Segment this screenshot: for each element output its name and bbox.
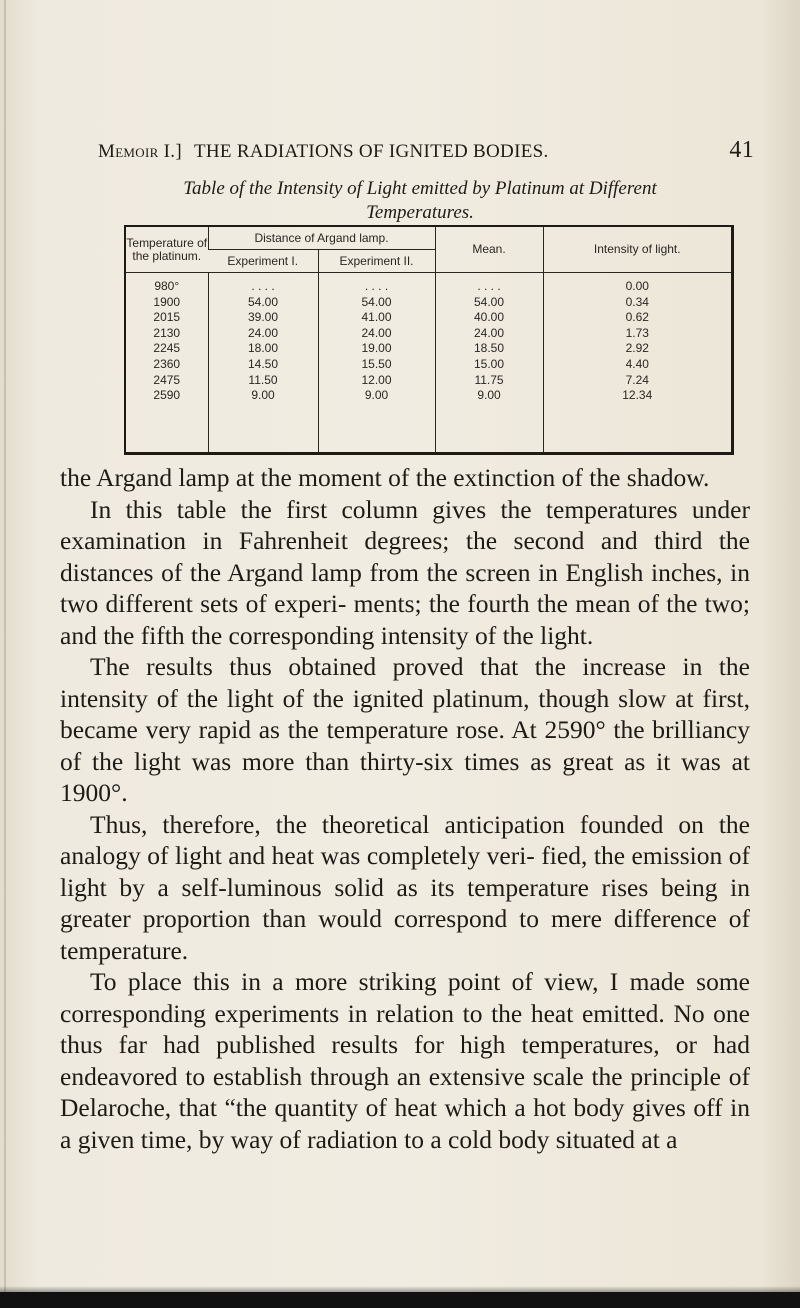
table-cell-mean-1: 54.00 bbox=[474, 294, 505, 309]
table-cell-experiment-2-0: . . . . bbox=[364, 279, 389, 293]
table-cell-experiment-1-7: 9.00 bbox=[251, 388, 275, 403]
table-cell-intensity-5: 4.40 bbox=[625, 356, 649, 371]
table-cell-mean-2: 40.00 bbox=[474, 310, 505, 325]
table-cell-experiment-1-3: 24.00 bbox=[247, 325, 279, 340]
table-cell-temperature-2: 2015 bbox=[153, 310, 181, 325]
scan-bottom-edge bbox=[0, 1292, 800, 1308]
table-cell-mean-7: 9.00 bbox=[477, 388, 501, 403]
header-experiment-1: Experiment I. bbox=[208, 250, 318, 273]
caption-line-1: Table of the Intensity of Light emitted by Platinum at Different bbox=[183, 178, 657, 199]
table-cell-temperature-6: 2475 bbox=[153, 372, 181, 387]
table-cell-experiment-2-2: 41.00 bbox=[361, 310, 392, 325]
header-intensity: Intensity of light. bbox=[543, 227, 731, 273]
header-mean: Mean. bbox=[435, 227, 543, 273]
table-cell-experiment-2-6: 12.00 bbox=[361, 372, 392, 387]
table-cell-experiment-1-0: . . . . bbox=[251, 279, 275, 293]
table-cell-experiment-1-4: 18.00 bbox=[247, 341, 279, 356]
table-cell-temperature-1: 1900 bbox=[153, 294, 181, 309]
page-edge bbox=[4, 0, 6, 1308]
table-cell-mean-0: . . . . bbox=[477, 279, 501, 293]
intensity-table bbox=[124, 225, 734, 455]
table-cell-mean-4: 18.50 bbox=[474, 341, 505, 356]
table-cell-intensity-1: 0.34 bbox=[625, 294, 649, 309]
table-cell-experiment-2-4: 19.00 bbox=[361, 341, 392, 356]
table-cell-experiment-1-5: 14.50 bbox=[247, 356, 279, 371]
table-cell-temperature-4: 2245 bbox=[153, 341, 181, 356]
table-cell-mean-3: 24.00 bbox=[474, 325, 505, 340]
column-experiment-2 bbox=[318, 273, 435, 453]
running-head-title: THE RADIATIONS OF IGNITED BODIES. bbox=[194, 141, 549, 162]
table-cell-experiment-1-2: 39.00 bbox=[247, 310, 279, 325]
column-intensity bbox=[543, 273, 731, 453]
table-cell-mean-5: 15.00 bbox=[474, 356, 505, 371]
header-temperature: Temperature of the platinum. bbox=[126, 235, 208, 263]
running-head bbox=[98, 137, 754, 167]
table-cell-temperature-0: 980° bbox=[154, 279, 180, 293]
table-caption bbox=[100, 177, 740, 225]
paragraph-conclusion: Thus, therefore, the theoretical anticipation founded on the analogy of light and heat was completely veri- fied, the emission of light by a self-luminous solid as its temperature rises being in greater proportion than would correspond to mere difference of temperature. bbox=[60, 809, 750, 965]
table-cell-intensity-6: 7.24 bbox=[625, 372, 649, 387]
header-experiment-2: Experiment II. bbox=[318, 250, 435, 273]
table-cell-intensity-3: 1.73 bbox=[625, 325, 649, 340]
caption-line-2: Temperatures. bbox=[366, 202, 474, 223]
table-cell-experiment-1-1: 54.00 bbox=[247, 294, 279, 309]
paragraph-heat-experiments: To place this in a more striking point of view, I made some corresponding experiments in relation to the heat emitted. No one thus far had published results for high temperatures, or had endeavored to establish through an extensive scale the principle of Delaroche, that “the quantity of heat which a hot body gives off in a given time, by way of radiation to a cold body situated at a bbox=[60, 967, 750, 1154]
table-cell-intensity-4: 2.92 bbox=[625, 341, 649, 356]
table-cell-experiment-2-5: 15.50 bbox=[361, 356, 392, 371]
paragraph-continuation: the Argand lamp at the moment of the extinction of the shadow. bbox=[60, 463, 710, 492]
table-cell-temperature-3: 2130 bbox=[153, 325, 181, 340]
table-cell-temperature-5: 2360 bbox=[153, 356, 181, 371]
table-cell-experiment-2-7: 9.00 bbox=[364, 388, 389, 403]
running-head-memoir: Memoir I.] bbox=[98, 141, 182, 162]
table-cell-intensity-0: 0.00 bbox=[625, 279, 649, 293]
intensity-table-grid bbox=[126, 227, 731, 452]
table-cell-mean-6: 11.75 bbox=[474, 372, 504, 387]
header-distance-group: Distance of Argand lamp. bbox=[208, 227, 435, 250]
table-cell-experiment-2-3: 24.00 bbox=[361, 325, 392, 340]
table-cell-intensity-2: 0.62 bbox=[625, 310, 649, 325]
table-cell-experiment-2-1: 54.00 bbox=[361, 294, 392, 309]
paragraph-table-explanation: In this table the first column gives the temperatures under examination in Fahrenheit degrees; the second and third the distances of the Argand lamp from the screen in English inches, in two different sets of experi- ments; the fourth the mean of the two; and the fifth the corresponding intensity of the light. bbox=[60, 494, 750, 650]
page-number: 41 bbox=[729, 137, 754, 163]
table-cell-experiment-1-6: 11.50 bbox=[248, 372, 278, 387]
body-text bbox=[60, 462, 750, 1155]
table-cell-temperature-7: 2590 bbox=[153, 388, 181, 403]
column-mean bbox=[435, 273, 543, 453]
paragraph-results: The results thus obtained proved that the increase in the intensity of the light of the ignited platinum, though slow at first, became very rapid as the temperature rose. At 2590° the brilliancy of the light was more than thirty-six times as great as it was at 1900°. bbox=[60, 652, 750, 807]
column-temperature bbox=[126, 273, 208, 453]
table-cell-intensity-7: 12.34 bbox=[622, 388, 653, 403]
column-experiment-1 bbox=[208, 273, 318, 453]
